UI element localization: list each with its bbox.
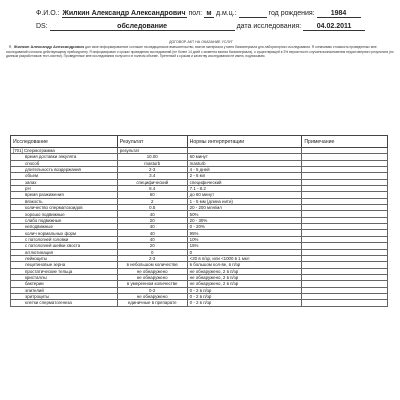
table-header-row — [11, 136, 388, 148]
row-result: 2-3 — [117, 167, 187, 173]
header-result: Результат — [117, 136, 187, 148]
row-study: эритроциты — [11, 293, 118, 299]
row-result: в умеренном количестве — [117, 281, 187, 287]
row-result: 40 — [117, 224, 187, 230]
row-study: лейкоциты — [11, 255, 118, 261]
row-result: единичные в препарате — [117, 300, 187, 306]
row-norm: 2 - 6 мл — [187, 173, 302, 179]
row-result: 0.5 — [117, 205, 187, 211]
row-study: способ — [11, 160, 118, 166]
row-norm: 0 - 20% — [187, 224, 302, 230]
row-norm: 15% — [187, 243, 302, 249]
row-study: неподвижные — [11, 224, 118, 230]
row-result: в небольшом количестве — [117, 262, 187, 268]
row-study: длительность воздержания — [11, 167, 118, 173]
row-norm: 10% — [187, 236, 302, 242]
row-norm: 7.1 - 8.2 — [187, 186, 302, 192]
row-study: [701] Спермограмма — [11, 148, 118, 154]
row-study: вязкость — [11, 198, 118, 204]
row-study: эпителий — [11, 287, 118, 293]
table-row — [11, 300, 388, 306]
row-result: не обнаружено — [117, 274, 187, 280]
contract-intro — [6, 40, 396, 58]
row-result: 10.00 — [117, 154, 187, 160]
row-norm: 0 — [187, 249, 302, 255]
diagnosis-line — [36, 23, 365, 31]
row-result: 20 — [117, 243, 187, 249]
row-study: с патологией шейки хвоста — [11, 243, 118, 249]
row-result: 40 — [117, 230, 187, 236]
row-norm: не обнаружено, 2 в п/зр — [187, 268, 302, 274]
results-table — [10, 135, 388, 307]
header-study: Исследование — [11, 136, 118, 148]
row-study: лецитиновые зерна — [11, 262, 118, 268]
row-study: слабо подвижные — [11, 217, 118, 223]
row-study: pH — [11, 186, 118, 192]
row-norm: не обнаружено, 2 в п/зр — [187, 281, 302, 287]
row-norm: 0 - 2 в п/зр — [187, 293, 302, 299]
row-study: количество сперматозоидов — [11, 205, 118, 211]
row-result: 8.4 — [117, 186, 187, 192]
date-label: дата исследования: — [236, 23, 302, 30]
row-norm: 0 - 2 в п/зр — [187, 287, 302, 293]
row-norm: 1 - 5 мм (длина нити) — [187, 198, 302, 204]
contract-title: ДОГОВОР-АКТ НА ОКАЗАНИЕ УСЛУГ — [169, 40, 233, 44]
row-norm: 20 - 200 млн/мл — [187, 205, 302, 211]
date-value: 04.02.2011 — [303, 23, 365, 31]
fio-value: Жилкин Александр Александрович — [62, 10, 186, 17]
row-result: результат — [117, 148, 187, 154]
row-norm: masturb — [187, 160, 302, 166]
row-result: 60 — [117, 192, 187, 198]
header-note: Примечание — [302, 136, 388, 148]
row-study: клетки сперматогенеза — [11, 300, 118, 306]
ds-value: обследование — [50, 23, 235, 31]
row-study: запах — [11, 179, 118, 185]
header-norms: Нормы интерпретации — [187, 136, 302, 148]
dmc-label: д.м.ц.: — [215, 10, 237, 17]
contract-name: Жилкин Александр Александрович — [13, 44, 85, 50]
row-norm: 95% — [187, 230, 302, 236]
sex-value: м — [204, 10, 214, 18]
row-result: 40 — [117, 236, 187, 242]
row-result: специфический — [117, 179, 187, 185]
row-norm: в большом кол-ве, в п/зр — [187, 262, 302, 268]
row-norm: 4 - 5 дней — [187, 167, 302, 173]
row-study: колич нормальных форм — [11, 230, 118, 236]
row-result: не обнаружено — [117, 268, 187, 274]
contract-text: Я, Жилкин Александр Александрович дал свое информированное согласие на медицинское вмешательство, взятие материала у меня биоматериала для лабораторного исследования. Я оплачиваю стоимость проведенных мне исследований согласно действующему прейскуранту. Я информирован о сроках проведения исследований (не более 14 дней с момента взятия биоматериала), о существующей в 3% вероятности случаев возникновения недостоверного результата (по данным разработчиков тест-систем). Проведенные мне исследования получил и в полном объеме. Претензий к срокам и качеству исследования не имею, подписываю. — [6, 44, 394, 58]
fio-label: Ф.И.О.: — [36, 10, 60, 17]
row-norm: 20 - 30% — [187, 217, 302, 223]
sex-label: пол: — [188, 10, 203, 17]
row-norm: специфический — [187, 179, 302, 185]
row-norm: 0 - 2 в п/зр — [187, 300, 302, 306]
row-study: время разжижения — [11, 192, 118, 198]
birth-year-value: 1984 — [317, 10, 361, 18]
row-study: время доставки эякулята — [11, 154, 118, 160]
row-study: кристаллы — [11, 274, 118, 280]
row-result: 2 — [117, 198, 187, 204]
contract-body: дал свое информированное согласие на медицинское вмешательство, взятие материала у меня биоматериала для лабораторного исследования. Я оплачиваю стоимость проведенных мне исследований согласно действующему прейскуранту. Я информирован о сроках проведения исследований (не более 14 дней с момента взятия биоматериала), о существующей в 3% вероятности случаев возникновения недостоверного результата (по данным разработчиков тест-систем). Проведенные мне исследования получил и в полном объеме. Претензий к срокам и качеству исследования не имею, подписываю. — [6, 45, 394, 58]
row-norm: не обнаружено, 2 в п/зр — [187, 274, 302, 280]
row-study: простатические тельца — [11, 268, 118, 274]
row-study: хорошо подвижные — [11, 211, 118, 217]
row-result: не обнаружено — [117, 293, 187, 299]
ds-label: DS: — [36, 23, 48, 30]
row-norm: до 60 минут — [187, 192, 302, 198]
row-study: с патологией головки — [11, 236, 118, 242]
row-result: 0 — [117, 249, 187, 255]
row-result: 3.4 — [117, 173, 187, 179]
row-result: 2-3 — [117, 255, 187, 261]
results-body — [11, 148, 388, 307]
row-result: masturb — [117, 160, 187, 166]
row-norm: 60 минут — [187, 154, 302, 160]
row-result: 40 — [117, 211, 187, 217]
row-result: 20 — [117, 217, 187, 223]
patient-line — [36, 10, 361, 18]
birth-year-label: год рождения: — [268, 10, 315, 17]
row-study: агглютинация — [11, 249, 118, 255]
dmc-value — [239, 10, 267, 18]
row-study: объем — [11, 173, 118, 179]
row-norm: 50% — [187, 211, 302, 217]
row-note — [302, 300, 388, 306]
row-result: 0-2 — [117, 287, 187, 293]
row-norm: <20 в п/зр, или <1000 в 1 мкл — [187, 255, 302, 261]
row-study: бактерии — [11, 281, 118, 287]
